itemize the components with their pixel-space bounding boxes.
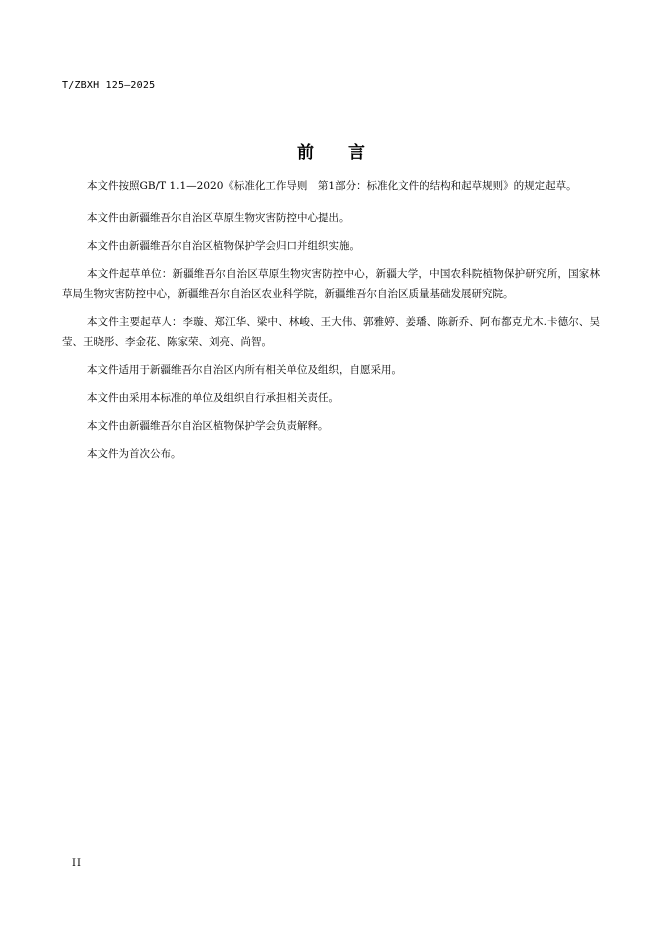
paragraph-scope: 本文件适用于新疆维吾尔自治区内所有相关单位及组织，自愿采用。 [87, 363, 402, 376]
paragraph-interpretation: 本文件由新疆维吾尔自治区植物保护学会负责解释。 [87, 419, 329, 432]
paragraph-first-release: 本文件为首次公布。 [87, 447, 182, 460]
paragraph-responsibility: 本文件由采用本标准的单位及组织自行承担相关责任。 [87, 391, 339, 404]
paragraph-drafters: 本文件主要起草人：李璇、郑江华、梁中、林峻、王大伟、郭雅婷、姜璠、陈新乔、阿布都克尤木.卡德尔、吴莹、王晓彤、李金花、陈家荣、刘亮、尚智。 [62, 315, 600, 348]
paragraph-proposer: 本文件由新疆维吾尔自治区草原生物灾害防控中心提出。 [87, 211, 350, 224]
paragraph-management: 本文件由新疆维吾尔自治区植物保护学会归口并组织实施。 [87, 239, 360, 252]
page-number: II [72, 858, 82, 869]
paragraph-drafting-units: 本文件起草单位：新疆维吾尔自治区草原生物灾害防控中心，新疆大学，中国农科院植物保护研究所，国家林草局生物灾害防控中心，新疆维吾尔自治区农业科学院，新疆维吾尔自治区质量基础发展研究院。 [62, 267, 600, 300]
page-title: 前言 [297, 143, 399, 163]
preface-body [62, 180, 600, 472]
document-id: T/ZBXH 125—2025 [62, 80, 156, 91]
paragraph-drafting-rules: 本文件按照GB/T 1.1—2020《标准化工作导则 第1部分：标准化文件的结构和起草规则》的规定起草。 [87, 180, 577, 192]
